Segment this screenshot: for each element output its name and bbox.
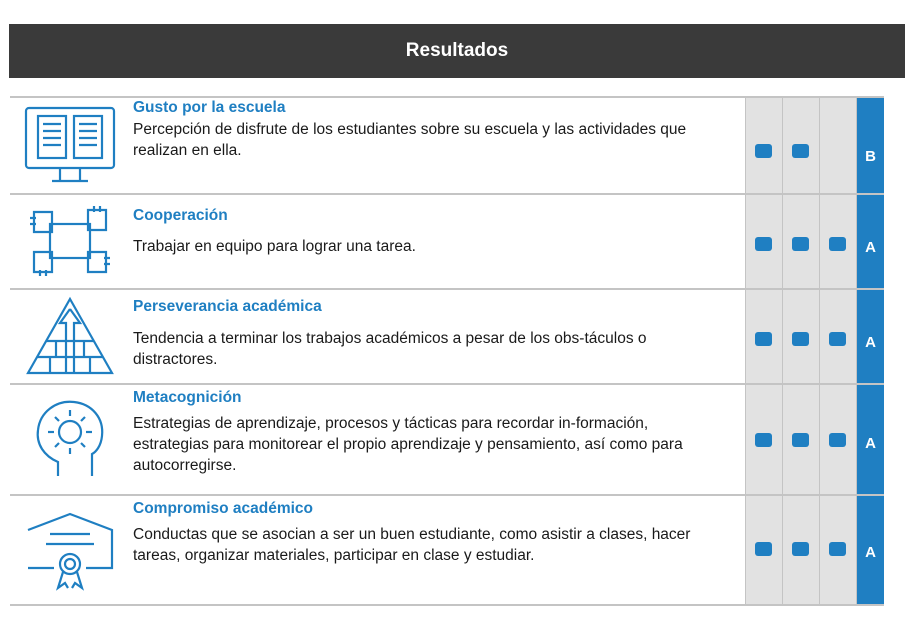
rating-square [755, 237, 772, 251]
rating-square [829, 332, 846, 346]
book-monitor-icon [20, 102, 120, 188]
results-header [9, 24, 905, 78]
rating-square [792, 433, 809, 447]
result-row [10, 383, 884, 494]
result-description: Estrategias de aprendizaje, procesos y tácticas para recordar in-formación, estrategias para monitorear el propio aprendizaje y pensamiento, así como para autocorregirse. [133, 415, 683, 474]
result-description: Conductas que se asocian a ser un buen estudiante, como asistir a clases, hacer tareas, organizar materiales, participar en clase y estudiar. [133, 526, 691, 564]
level-label: A [865, 435, 876, 452]
rating-square [755, 542, 772, 556]
rating-square [755, 433, 772, 447]
result-title: Perseverancia académica [133, 298, 322, 315]
rating-square [792, 542, 809, 556]
result-description: Tendencia a terminar los trabajos académicos a pesar de los obs-táculos o distractores. [133, 330, 647, 368]
result-description: Percepción de disfrute de los estudiantes sobre su escuela y las actividades que realizan en ella. [133, 121, 687, 159]
result-row [10, 494, 884, 604]
rating-square [829, 237, 846, 251]
level-label: B [865, 148, 876, 165]
level-label: A [865, 544, 876, 561]
level-label: A [865, 334, 876, 351]
result-title: Compromiso académico [133, 500, 314, 517]
result-title: Gusto por la escuela [133, 99, 286, 116]
rating-square [792, 144, 809, 158]
result-title: Cooperación [133, 207, 228, 224]
result-title: Metacognición [133, 389, 242, 406]
rating-square [829, 433, 846, 447]
rating-square [829, 542, 846, 556]
pyramid-arrow-icon [20, 293, 120, 379]
joined-hands-icon [20, 198, 120, 284]
results-table [10, 96, 884, 606]
result-row [10, 193, 884, 288]
results-title: Resultados [405, 40, 509, 61]
head-lightbulb-icon [20, 396, 120, 482]
result-row [10, 288, 884, 383]
certificate-icon [20, 506, 120, 592]
rating-square [792, 332, 809, 346]
row-divider [10, 604, 884, 606]
result-description: Trabajar en equipo para lograr una tarea. [133, 238, 416, 255]
rating-square [755, 144, 772, 158]
rating-square [755, 332, 772, 346]
level-label: A [865, 239, 876, 256]
rating-square [792, 237, 809, 251]
result-row [10, 96, 884, 193]
